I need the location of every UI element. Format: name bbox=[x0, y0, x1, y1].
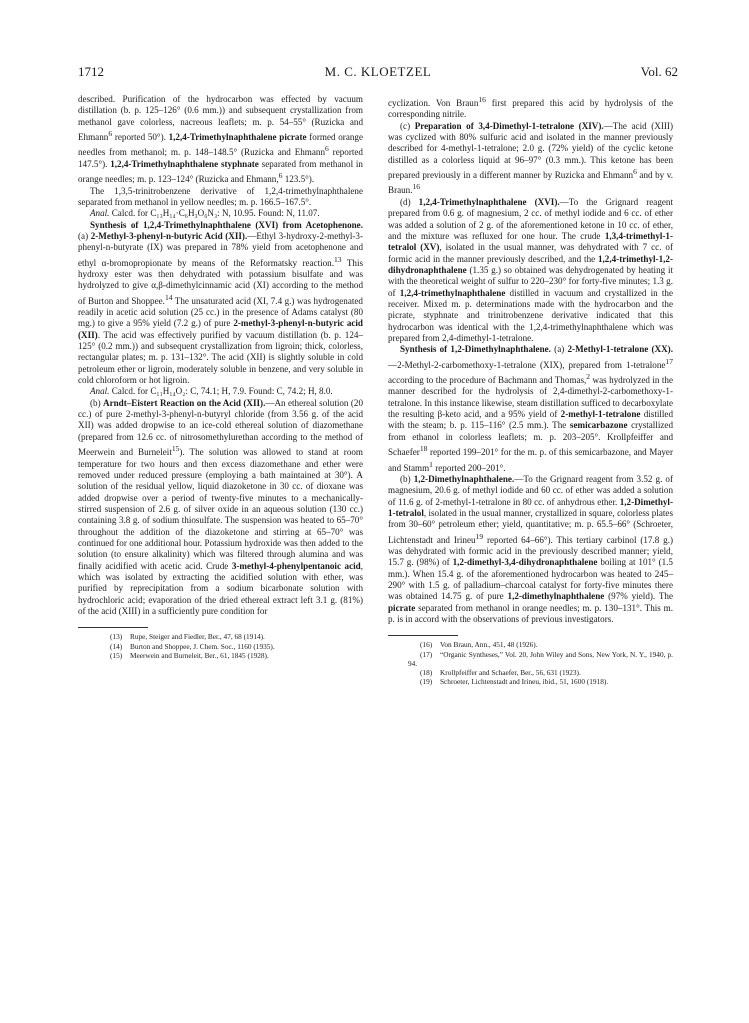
paragraph-hydrocarbon-purification: described. Purification of the hydrocarbon was effected by vacuum distillation (b. p. 125–126° (0.6 mm.)) and subsequent crystallization from methanol gave colorless, nacreous leaflets; m. p. 54–55° (Ruzicka and Ehmann$^6$ reported 50°). 1,2,4-Trimethylnaphthalene picrate formed orange needles from methanol; m. p. 148–148.5° (Ruzicka and Ehmann$^6$ reported 147.5°). 1,2,4-Trimethylnaphthalene styphnate separated from methanol in orange needles; m. p. 123–124° (Ruzicka and Ehmann,$^6$ 123.5°). bbox=[78, 94, 363, 185]
analysis-line-2: Anal. Calcd. for C₁₁H₁₄O₂: C, 74.1; H, 7.9. Found: C, 74.2; H, 8.0. bbox=[90, 386, 333, 397]
footnote: (13) Rupe, Steiger and Fiedler, Ber., 47, 68 (1914). bbox=[110, 632, 265, 642]
paragraph-arndt-eistert: (b) Arndt–Eistert Reaction on the Acid (XII).—An ethereal solution (20 cc.) of pure 2-methyl-3-phenyl-n-butyryl chloride (from 3.56 g. of the acid XII) was added dropwise to an ice-cold ethereal solution of diazomethane (prepared from 12.6 cc. of nitrosomethylurethan according to the method of Meerwein and Burneleit$^{15}$). The solution was allowed to stand at room temperature for two hours and then excess diazomethane and ether were removed under reduced pressure (employing a bath maintained at 30°). A solution of the residual yellow, liquid diazoketone in 30 cc. of dioxane was added dropwise over a period of twenty-five minutes to a mechanically-stirred suspension of 2.6 g. of silver oxide in an aqueous solution (130 cc.) containing 3.8 g. of sodium thiosulfate. The suspension was heated to 65–70° throughout the addition of the diazoketone and stirring at 65–70° was continued for one additional hour. Potassium hydroxide was then added to the solution (to ensure alkalinity) which was filtered through alumina and was finally acidified with acetic acid. Crude 3-methyl-4-phenylpentanoic acid, which was isolated by extracting the acidified solution with ether, was purified by reprecipitation from a sodium bicarbonate solution with hydrochloric acid; evaporation of the dried ethereal extract left 3.1 g. (81%) of the acid (XIII) in a sufficiently pure condition for bbox=[78, 397, 363, 616]
footnote: (15) Meerwein and Burneleit, Ber., 61, 1845 (1928). bbox=[110, 650, 269, 660]
footnote: (18) Krollpfeiffer and Schaefer, Ber., 56, 631 (1923). bbox=[420, 667, 581, 677]
page-number: 1712 bbox=[78, 64, 104, 79]
paragraph-synthesis-from-acetophenone: Synthesis of 1,2,4-Trimethylnaphthalene (XVI) from Acetophenone. (a) 2-Methyl-3-phenyl-n-butyric Acid (XII).—Ethyl 3-hydroxy-2-methyl-3-phenyl-n-butyrate (IX) was prepared in 78% yield from acetophenone and ethyl α-bromopropionate by means of the Reformatsky reaction.$^{13}$ This hydroxy ester was then dehydrated with potassium bisulfate and was hydrolyzed to give α,β-dimethylcinnamic acid (XI) according to the method of Burton and Shoppee.$^{14}$ The unsaturated acid (XI, 7.4 g.) was hydrogenated readily in acetic acid solution (25 cc.) in the presence of Adams catalyst (80 mg.) to give a 95% yield (7.2 g.) of pure 2-methyl-3-phenyl-n-butyric acid (XII). The acid was effectively purified by vacuum distillation (b. p. 124–125° (0.2 mm.)) and subsequent crystallization from ligroin; thick, colorless, rectangular plates; m. p. 131–132°. The acid (XII) is slightly soluble in cold petroleum ether or ligroin, moderately soluble in benzene, and very soluble in cold chloroform or hot ligroin. bbox=[78, 219, 364, 386]
analysis-line-1: Anal. Calcd. for C₁₃H₁₄·C₆H₃O₆N₃: N, 10.95. Found: N, 11.07. bbox=[90, 208, 320, 219]
paragraph-dimethylnaphthalene-prep: (b) 1,2-Dimethylnaphthalene.—To the Grignard reagent from 3.52 g. of magnesium, 20.6 g. of methyl iodide and 60 cc. of ether was added a solution of 11.6 g. of 2-methyl-1-tetralone in 80 cc. of anhydrous ether. 1,2-Dimethyl-1-tetralol, isolated in the usual manner, crystallized in square, colorless plates from 30–60° petroleum ether; yield, quantitative; m. p. 65.5–66° (Schroeter, Lichtenstadt and Irineu$^{19}$ reported 64–66°). This tertiary carbinol (17.8 g.) was dehydrated with formic acid in the previously described manner; yield, 15.7 g. (98%) of 1,2-dimethyl-3,4-dihydronaphthalene boiling at 101° (1.5 mm.). When 15.4 g. of the aforementioned hydrocarbon was heated to 245–290° with 1.5 g. of palladium–charcoal catalyst for forty-five minutes there was obtained 14.75 g. of pure 1,2-dimethylnaphthalene (97% yield). The picrate separated from methanol in orange needles; m. p. 130–131°. This m. p. is in accord with the observations of previous investigators. bbox=[388, 473, 673, 625]
paragraph-preparation-tetralone: (c) Preparation of 3,4-Dimethyl-1-tetralone (XIV).—The acid (XIII) was cyclized with 80% sulfuric acid and isolated in the manner previously described for 4-methyl-1-tetralone; 2.0 g. (72% yield) of the cyclic ketone distilled as a colorless liquid at 96–97° (0.3 mm.). This ketone has been prepared previously in a different manner by Ruzicka and Ehmann$^6$ and by v. Braun.$^{16}$ bbox=[388, 120, 674, 196]
paragraph-synthesis-dimethylnaphthalene: Synthesis of 1,2-Dimethylnaphthalene. (a) 2-Methyl-1-tetralone (XX).—2-Methyl-2-carbomethoxy-1-tetralone (XIX), prepared from 1-tetralone$^{17}$ according to the procedure of Bachmann and Thomas,$^2$ was hydrolyzed in the manner described for the hydrolysis of 2,4-dimethyl-2-carbomethoxy-1-tetralone. In this instance likewise, steam distillation sufficed to decarboxylate the resulting β-keto acid, and a 95% yield of 2-methyl-1-tetralone distilled with the steam; b. p. 115–116° (2.5 mm.). The semicarbazone crystallized from ethanol in colorless leaflets; m. p. 203–205°. Krollpfeiffer and Schaefer$^{18}$ reported 199–201° for the m. p. of this semicarbazone, and Mayer and Stamm$^1$ reported 200–201°. bbox=[388, 344, 674, 473]
paragraph-cyclization-continued: cyclization. Von Braun$^{16}$ first prepared this acid by hydrolysis of the corresponding nitrile. bbox=[388, 95, 673, 120]
right-column bbox=[388, 94, 673, 686]
running-author: M. C. KLOETZEL bbox=[324, 64, 432, 79]
footnote: (14) Burton and Shoppee, J. Chem. Soc., 1160 (1935). bbox=[110, 641, 275, 651]
volume-number: Vol. 62 bbox=[640, 64, 678, 79]
running-header bbox=[78, 64, 678, 80]
left-column bbox=[78, 94, 363, 660]
footnote: (17) “Organic Syntheses,” Vol. 20, John Wiley and Sons, New York, N. Y., 1940, p. 94. bbox=[408, 649, 673, 668]
footnote: (16) Von Braun, Ann., 451, 48 (1926). bbox=[420, 640, 538, 650]
paragraph-trinitrobenzene-derivative: The 1,3,5-trinitrobenzene derivative of 1,2,4-trimethylnaphthalene separated from methanol in yellow needles; m. p. 166.5–167.5°. bbox=[78, 185, 363, 207]
paragraph-trimethylnaphthalene: (d) 1,2,4-Trimethylnaphthalene (XVI).—To the Grignard reagent prepared from 0.6 g. of magnesium, 2 cc. of methyl iodide and 6 cc. of ether was added a solution of 2 g. of the aforementioned ketone in 10 cc. of ether, and the mixture was refluxed for one hour. The crude 1,3,4-trimethyl-1-tetralol (XV), isolated in the usual manner, was dehydrated with 7 cc. of formic acid in the manner previously described, and the 1,2,4-trimethyl-1,2-dihydronaphthalene (1.35 g.) so obtained was dehydrogenated by heating it with the theoretical weight of sulfur to 220–230° for forty-five minutes; 1.3 g. of 1,2,4-trimethylnaphthalene distilled in vacuum and crystallized in the receiver. Mixed m. p. determinations made with the hydrocarbon and the picrate, styphnate and trinitrobenzene derivative indicated that this hydrocarbon was identical with the 1,2,4-trimethylnaphthalene which was prepared from 2,4-dimethyl-1-tetralone. bbox=[388, 196, 673, 343]
footnote-divider bbox=[78, 627, 148, 628]
footnote: (19) Schroeter, Lichtenstadt and Irineu, ibid., 51, 1600 (1918). bbox=[420, 677, 609, 687]
footnote-divider bbox=[388, 635, 458, 636]
